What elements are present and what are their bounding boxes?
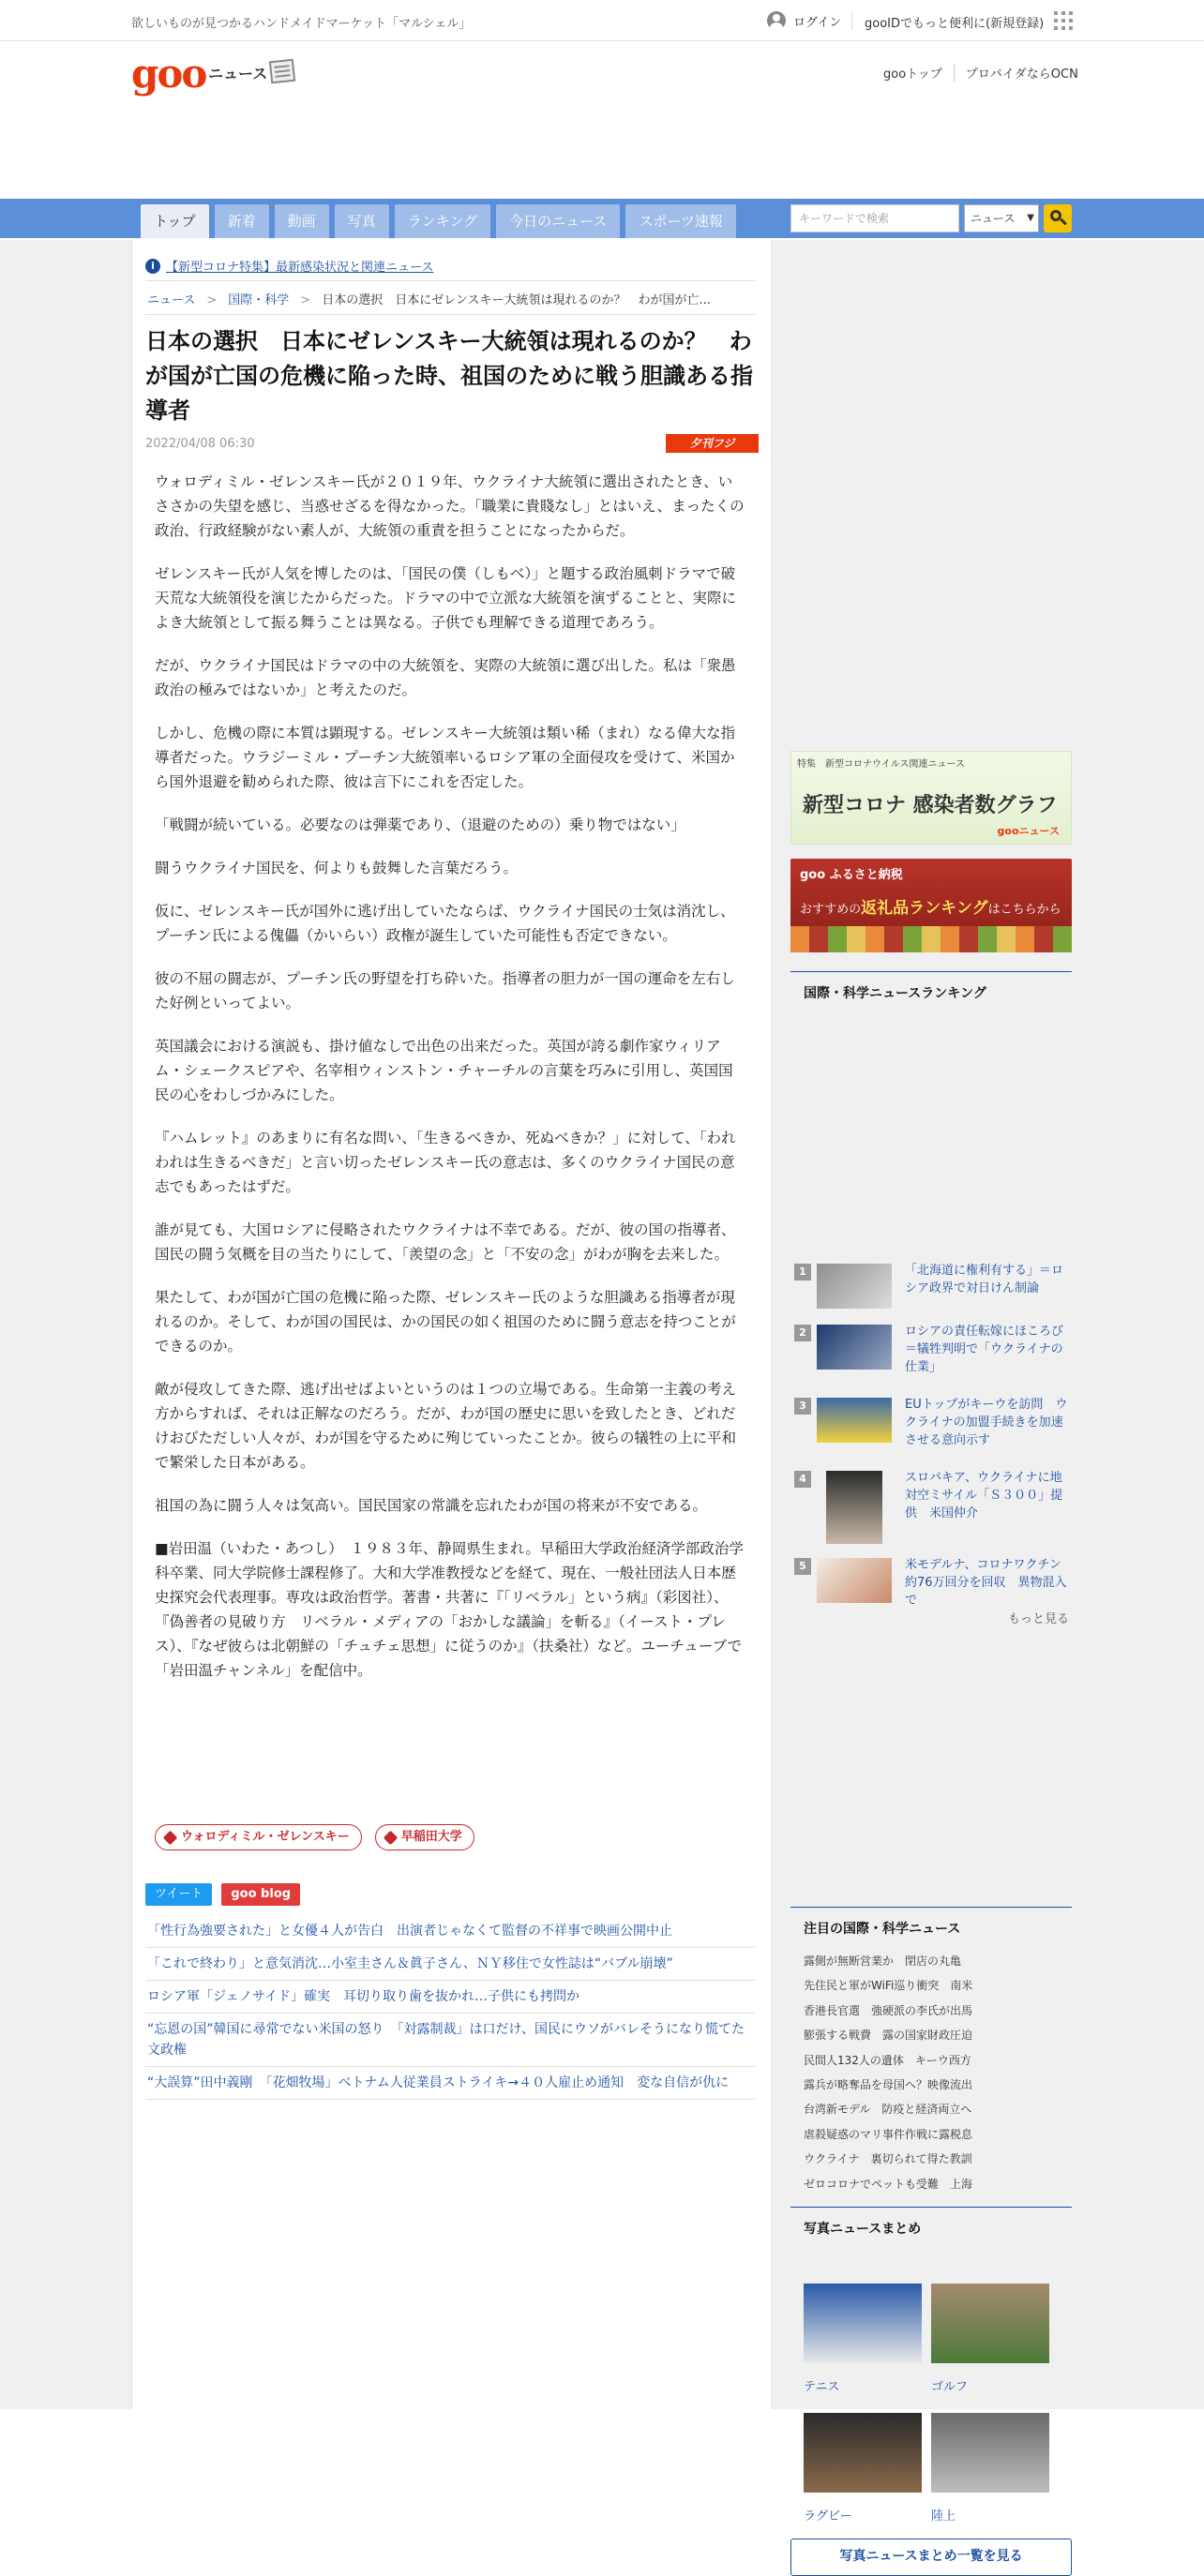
promo-link[interactable]: 欲しいものが見つかるハンドメイドマーケット「マルシェル」 (131, 17, 472, 31)
related-item[interactable]: “忘恩の国”韓国に尋常でない米国の怒り 「対露制裁」は口だけ、国民にウソがバレそうになり慌てた文政権 (145, 2014, 755, 2067)
photo-list-button[interactable]: 写真ニュースまとめ一覧を見る (790, 2539, 1072, 2576)
related-list (145, 1915, 755, 2100)
header-links (872, 64, 1090, 82)
photo-label: ゴルフ (931, 2380, 969, 2394)
furusato-banner[interactable] (790, 859, 1072, 952)
photo-image (804, 2284, 922, 2363)
photo-image (931, 2413, 1049, 2493)
article-body (155, 470, 745, 1701)
focus-item[interactable]: 先住民と軍がWiFi巡り衝突 南米 (804, 1979, 973, 1993)
search-input[interactable]: キーワードで検索 (790, 204, 959, 232)
ranking-item[interactable] (790, 1392, 1072, 1467)
focus-item[interactable]: 虐殺疑惑のマリ事件作戦に露税息 (804, 2127, 973, 2141)
tab-new[interactable]: 新着 (215, 204, 269, 238)
thumbnail (826, 1471, 882, 1544)
paragraph: だが、ウクライナ国民はドラマの中の大統領を、実際の大統領に選び出した。私は「衆愚政治の極みではないか」と考えたのだ。 (155, 657, 736, 698)
breadcrumb-current: 日本の選択 日本にゼレンスキー大統領は現れるのか？ わが国が亡... (322, 293, 711, 307)
photo-image (804, 2413, 922, 2493)
section-name[interactable]: ニュース (208, 65, 268, 82)
photo-panel (790, 2207, 1072, 2249)
breadcrumb: ニュース > 国際・科学 > 日本の選択 日本にゼレンスキー大統領は現れるのか？ わが国が亡... (145, 287, 755, 315)
photo-card[interactable] (931, 2413, 1049, 2524)
user-icon (767, 11, 786, 30)
tag-icon (383, 1830, 398, 1845)
more-link[interactable]: もっと見る (1008, 1612, 1070, 1626)
thumbnail (817, 1325, 892, 1370)
goo-logo[interactable]: goo (131, 51, 206, 97)
ranking-item[interactable] (790, 1319, 1072, 1394)
divider (851, 11, 852, 30)
tag-icon (163, 1830, 178, 1845)
corona-notice-link[interactable]: 【新型コロナ特集】最新感染状況と関連ニュース (166, 261, 434, 275)
global-nav (0, 199, 1204, 238)
breadcrumb-news[interactable]: ニュース (147, 293, 196, 307)
photo-card[interactable] (931, 2284, 1049, 2394)
paragraph: 仮に、ゼレンスキー氏が国外に逃げ出していたならば、ウクライナ国民の士気は消沈し、プーチン氏による傀儡（かいらい）政権が誕生していた可能性も否定できない。 (155, 903, 735, 944)
photo-title: 写真ニュースまとめ (804, 2222, 922, 2237)
photo-label: テニス (804, 2380, 840, 2394)
related-item[interactable]: “大誤算”田中義剛 「花畑牧場」ベトナム人従業員ストライキ→４０人雇止め通知 変な自信が仇に (145, 2067, 755, 2100)
article-column (131, 240, 772, 2409)
goo-blog-button[interactable]: goo blog (221, 1883, 300, 1906)
focus-item[interactable]: 香港長官選 強硬派の李氏が出馬 (804, 2003, 973, 2017)
paragraph: 英国議会における演説も、掛け値なしで出色の出来だった。英国が誇る劇作家ウィリアム・シェークスピアや、名宰相ウィンストン・チャーチルの言葉を巧みに引用し、英国国民の心をわしづかみにした。 (155, 1038, 733, 1103)
page-body (0, 240, 1204, 2564)
tab-ranking[interactable]: ランキング (395, 204, 491, 238)
ranking-text: スロバキア、ウクライナに地対空ミサイル「Ｓ３００」提供 米国仲介 (905, 1471, 1063, 1520)
focus-item[interactable]: 民間人132人の遺体 キーウ西方 (804, 2053, 971, 2067)
paragraph: 闘うウクライナ国民を、何よりも鼓舞した言葉だろう。 (155, 860, 519, 876)
related-item[interactable]: ロシア軍「ジェノサイド」確実 耳切り取り歯を抜かれ…子供にも拷問か (145, 1981, 755, 2014)
paragraph: 彼の不屈の闘志が、プーチン氏の野望を打ち砕いた。指導者の胆力が一国の運命を左右した好例といってよい。 (155, 970, 735, 1011)
focus-title: 注目の国際・科学ニュース (804, 1922, 961, 1937)
author-bio: ■岩田温（いわた・あつし） １９８３年、静岡県生まれ。早稲田大学政治経済学部政治学科卒業、同大学院修士課程修了。大和大学准教授などを経て、現在、一般社団法人日本歴史探究会代表理事。専攻は政治哲学。著書・共著に『「リベラル」という病』（彩図社）、『偽善者の見破り方 リベラル・メディアの「おかしな議論」を斬る』（イースト・プレス）、『なぜ彼らは北朝鮮の「チュチェ思想」に従うのか』（扶桑社）など。ユーチューブで「岩田温チャンネル」を配信中。 (155, 1540, 744, 1679)
photo-label: ラグビー (804, 2509, 852, 2524)
focus-item[interactable]: 露側が無断営業か 閉店の丸亀 (804, 1954, 962, 1968)
ocn-link[interactable]: プロバイダならOCN (954, 64, 1090, 82)
tweet-button[interactable]: ツイート (145, 1883, 212, 1906)
paragraph: ウォロディミル・ゼレンスキー氏が２０１９年、ウクライナ大統領に選出されたとき、いささかの失望を感じ、当惑せざるを得なかった。「職業に貴賤なし」とはいえ、まったくの政治、行政経験がない素人が、大統領の重責を担うことになったからだ。 (155, 473, 745, 539)
paragraph: 祖国の為に闘う人々は気高い。国民国家の常識を忘れたわが国の将来が不安である。 (155, 1497, 708, 1514)
corona-graph-banner[interactable] (790, 751, 1072, 845)
photo-image (931, 2284, 1049, 2363)
newspaper-icon (269, 59, 295, 84)
tab-sports[interactable]: スポーツ速報 (625, 204, 735, 238)
ranking-item[interactable] (790, 1465, 1072, 1540)
paragraph: 敵が侵攻してきた際、逃げ出せばよいというのは１つの立場である。生命第一主義の考え方からすれば、それは正解なのだろう。だが、わが国の歴史に思いを致したとき、どれだけおびただしい人々が、わが国を守るために殉じていったことか。彼らの犠牲の上に平和で繁栄した日本がある。 (155, 1381, 737, 1471)
utility-bar (0, 0, 1204, 41)
breadcrumb-intl[interactable]: 国際・科学 (228, 293, 290, 307)
tab-top[interactable]: トップ (141, 204, 209, 238)
info-icon: i (145, 259, 160, 274)
tab-video[interactable]: 動画 (275, 204, 329, 238)
thumbnail (817, 1398, 892, 1443)
rank-number: 1 (794, 1264, 811, 1281)
apps-grid-icon[interactable] (1054, 11, 1073, 30)
rank-number: 5 (794, 1558, 811, 1575)
focus-item[interactable]: 台湾新モデル 防疫と経済両立へ (804, 2103, 972, 2117)
login-link[interactable] (767, 11, 841, 30)
related-item[interactable]: 「性行為強要された」と女優４人が告白 出演者じゃなくて監督の不祥事で映画公開中止 (145, 1915, 755, 1948)
article-title: 日本の選択 日本にゼレンスキー大統領は現れるのか？ わが国が亡国の危機に陥った時、祖国のために戦う胆識ある指導者 (145, 328, 753, 424)
photo-label: 陸上 (931, 2509, 956, 2524)
search-button[interactable] (1044, 204, 1072, 232)
related-item[interactable]: 「これで終わり」と意気消沈…小室圭さん＆眞子さん、ＮＹ移住で女性誌は“バブル崩壊” (145, 1948, 755, 1981)
paragraph: 果たして、わが国が亡国の危機に陥った際、ゼレンスキー氏のような胆識ある指導者が現れるのか。そして、わが国の国民は、かの国民の如く祖国のために闘う意志を持つことができるのか。 (155, 1289, 736, 1355)
rank-number: 2 (794, 1325, 811, 1341)
focus-panel (790, 1907, 1072, 2196)
tab-photo[interactable]: 写真 (335, 204, 389, 238)
source-logo[interactable]: 夕刊フジ (666, 434, 759, 453)
article-date: 2022/04/08 06:30 (145, 437, 255, 451)
thumbnail (817, 1264, 892, 1309)
thumbnail (817, 1558, 892, 1603)
banner-brand: gooニュース (997, 825, 1060, 837)
focus-item[interactable]: 露兵が略奪品を母国へ？映像流出 (804, 2077, 973, 2091)
ranking-panel (790, 971, 1072, 1013)
photo-card[interactable] (804, 2284, 922, 2394)
banner-headline: 新型コロナ 感染者数グラフ (803, 794, 1058, 817)
ranking-text: 「北海道に権利有する」＝ロシア政界で対日けん制論 (905, 1264, 1064, 1295)
furusato-text: おすすめの返礼品ランキングはこちらから (800, 899, 1061, 918)
photo-card[interactable] (804, 2413, 922, 2524)
login-label: ログイン (793, 15, 842, 30)
ranking-title: 国際・科学ニュースランキング (804, 986, 986, 1001)
search-scope-select[interactable]: ニュース ▼ (964, 204, 1039, 232)
share-bar (145, 1883, 300, 1906)
tab-today[interactable]: 今日のニュース (496, 204, 620, 238)
paragraph: 「戦闘が続いている。必要なのは弾薬であり、（退避のための）乗り物ではない」 (155, 816, 685, 833)
tag-list (155, 1824, 474, 1850)
tag-zelensky[interactable]: ウォロディミル・ゼレンスキー (155, 1824, 362, 1850)
ranking-text: ロシアの責任転嫁にほころび＝犠牲判明で「ウクライナの仕業」 (905, 1325, 1064, 1374)
site-header (0, 41, 1204, 201)
focus-item[interactable]: 膨張する戦費 露の国家財政圧迫 (804, 2029, 973, 2043)
paragraph: 『ハムレット』のあまりに有名な問い、「生きるべきか、死ぬべきか？」に対して、「われわれは生きるべきだ」と言い切ったゼレンスキー氏の意志は、多くのウクライナ国民の意志でもあったはずだ。 (155, 1130, 736, 1195)
banner-label: 特集 新型コロナウイルス関連ニュース (797, 759, 965, 770)
ranking-text: 米モデルナ、コロナワクチン約76万回分を回収 異物混入で (905, 1558, 1067, 1608)
focus-item[interactable]: ゼロコロナでペットも受難 上海 (804, 2177, 973, 2191)
rank-number: 4 (794, 1471, 811, 1488)
focus-item[interactable]: ウクライナ 裏切られて得た教訓 (804, 2152, 972, 2166)
paragraph: しかし、危機の際に本質は顕現する。ゼレンスキー大統領は類い稀（まれ）なる偉大な指導者だった。ウラジーミル・プーチン大統領率いるロシア軍の全面侵攻を受けて、米国から国外退避を勧められた際、彼は言下にこれを否定した。 (155, 725, 736, 790)
food-image (790, 926, 1072, 952)
tag-waseda[interactable]: 早稲田大学 (375, 1824, 474, 1850)
furusato-title: goo ふるさと納税 (800, 868, 903, 882)
paragraph: 誰が見ても、大国ロシアに侵略されたウクライナは不幸である。だが、彼の国の指導者、国民の闘う気概を目の当たりにして、「羨望の念」と「不安の念」がわが胸を去来した。 (155, 1221, 736, 1263)
register-link[interactable]: gooIDでもっと便利に(新規登録) (865, 17, 1045, 31)
corona-notice (145, 251, 755, 281)
ranking-text: EUトップがキーウを訪問 ウクライナの加盟手続きを加速させる意向示す (905, 1398, 1068, 1447)
rank-number: 3 (794, 1398, 811, 1415)
paragraph: ゼレンスキー氏が人気を博したのは、「国民の僕（しもべ）」と題する政治風刺ドラマで破天荒な大統領役を演じたからだった。ドラマの中で立派な大統領を演ずることと、実際によき大統領として振る舞うことは異なる。子供でも理解できる道理であろう。 (155, 565, 737, 631)
goo-top-link[interactable]: gooトップ (883, 67, 942, 82)
